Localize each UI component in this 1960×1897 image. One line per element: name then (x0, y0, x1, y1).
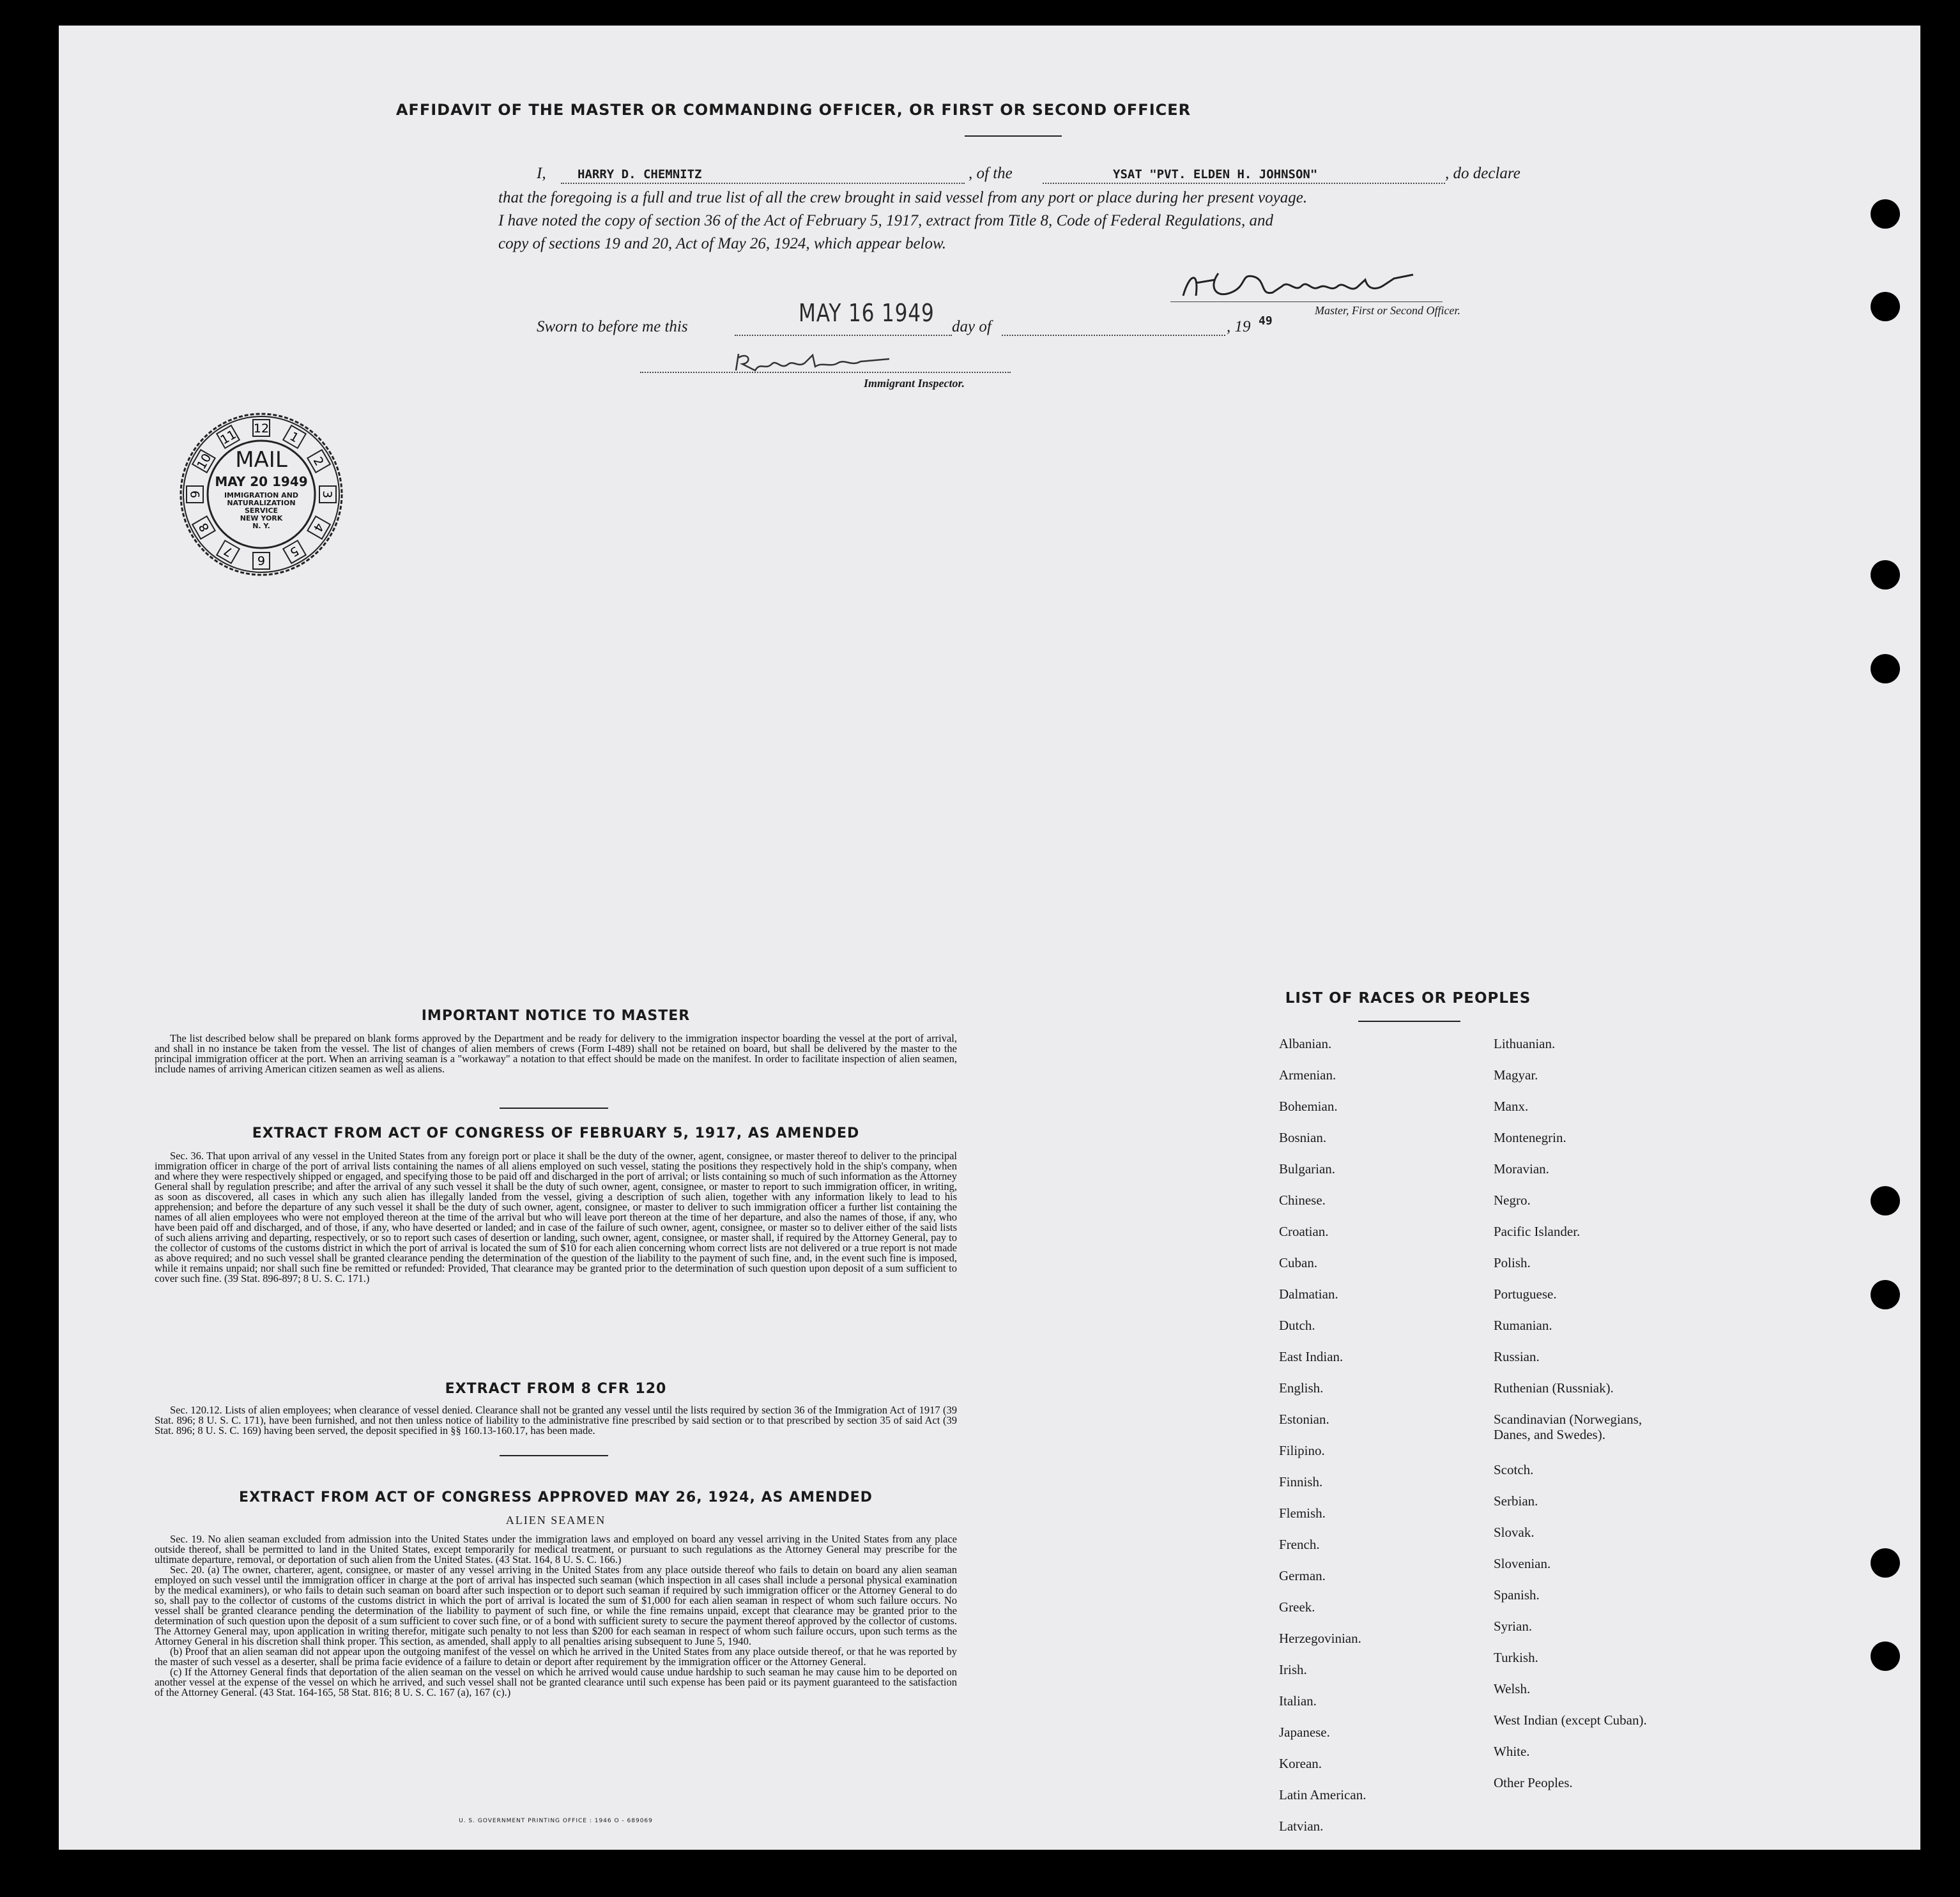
sec-19-text: Sec. 19. No alien seaman excluded from admission into the United States under the immigration laws and employed on board any vessel arriving in the United States from any place outside thereof, shall be permitted to land in the United States, except temporarily for medical treatment, or pursuant to such regulations as the Attorney General may prescribe for the ultimate departure, removal, or deportation of such alien from the United States. (43 Stat. 164, 8 U. S. C. 166.) (155, 1533, 957, 1566)
race-item: Scandinavian (Norwegians, Danes, and Swedes). (1494, 1412, 1642, 1442)
race-item: Scotch. (1494, 1462, 1534, 1477)
printing-office-footer: U. S. GOVERNMENT PRINTING OFFICE : 1946 O - 689069 (459, 1818, 653, 1824)
race-item: Japanese. (1279, 1725, 1330, 1740)
race-item: Russian. (1494, 1349, 1540, 1364)
sec-20b-text: (b) Proof that an alien seaman did not appear upon the outgoing manifest of the vessel on which he arrived in the United States from any place outside thereof, or that he was reported by the master of such vessel as a deserter, shall be prima facie evidence of a failure to detain or deport after requirement by the immigration officer or the Attorney General. (155, 1645, 957, 1668)
race-item: Latvian. (1279, 1818, 1324, 1834)
signature-caption: Master, First or Second Officer. (1315, 304, 1460, 317)
affidavit-title: AFFIDAVIT OF THE MASTER OR COMMANDING OFFICER, OR FIRST OR SECOND OFFICER (395, 101, 1191, 119)
race-item: Polish. (1494, 1255, 1531, 1270)
stamp-line: NEW YORK (240, 514, 283, 522)
race-item: Pacific Islander. (1494, 1224, 1581, 1239)
race-item: Other Peoples. (1494, 1775, 1573, 1790)
stamp-dial-number: 7 (221, 543, 236, 560)
do-declare-label: , do declare (1445, 165, 1520, 182)
race-item: Greek. (1279, 1599, 1315, 1615)
stamp-mail-label: MAIL (235, 447, 287, 473)
race-item: Bohemian. (1279, 1099, 1338, 1114)
race-item: East Indian. (1279, 1349, 1344, 1364)
race-item: Finnish. (1279, 1474, 1323, 1489)
of-the-label: , of the (969, 165, 1013, 182)
race-item: Italian. (1279, 1693, 1317, 1709)
sec-20a-text: Sec. 20. (a) The owner, charterer, agent, consignee, or master of any vessel arriving in the United States from any place outside thereof who fails to detain on board any alien seaman employed on such vessel until the immigration officer in charge at the port of arrival has inspected such seaman (which inspection in all cases shall include a personal physical examination by the medical examiners), or who fails to detain such seaman on board after such inspection or to deport such seaman if required by such immigration officer or the Attorney General to do so, shall pay to the collector of customs of the customs district in which the port of arrival is located the sum of $1,000 for each alien seaman in respect of whom such failure occurs. No vessel shall be granted clearance pending the determination of the liability to payment of such fine, or while the fine remains unpaid, except that clearance may be granted prior to the determination of such question upon the deposit of a sum sufficient to cover such fine, or of a bond with sufficient surety to secure the payment thereof approved by the collector of customs. The Attorney General may, upon application in writing therefor, mitigate such penalty to not less than $200 for each seaman in respect of whom such failure occurs, upon such terms as the Attorney General in his discretion shall think proper. This section, as amended, shall apply to all penalties arising subsequent to June 5, 1940. (155, 1564, 957, 1647)
stamp-dial-number: 10 (194, 451, 215, 472)
declaration-line-2: I have noted the copy of section 36 of the Act of February 5, 1917, extract from Title 8, Code of Federal Regulations, and (498, 212, 1273, 229)
race-item: Manx. (1494, 1099, 1529, 1114)
race-item: Cuban. (1279, 1255, 1318, 1270)
race-item: Syrian. (1494, 1619, 1533, 1634)
race-item: Serbian. (1494, 1493, 1538, 1509)
stamp-date: MAY 20 1949 (215, 474, 308, 489)
race-item: West Indian (except Cuban). (1494, 1712, 1647, 1728)
stamp-line: IMMIGRATION AND (224, 491, 299, 499)
stamp-agency (178, 492, 344, 530)
race-item: Albanian. (1279, 1036, 1332, 1051)
stamp-dial-number: 8 (196, 520, 213, 535)
race-item: French. (1279, 1537, 1320, 1552)
race-item: Armenian. (1279, 1067, 1336, 1083)
declaration-line-3: copy of sections 19 and 20, Act of May 26, 1924, which appear below. (498, 235, 947, 252)
punch-hole (1871, 199, 1900, 229)
stamp-dial-number: 4 (310, 520, 326, 535)
stamp-line: NATURALIZATION (227, 499, 296, 507)
race-item: English. (1279, 1380, 1324, 1396)
notice-text: The list described below shall be prepared on blank forms approved by the Department and be ready for delivery to the immigration inspector boarding the vessel at the port of arrival, and shall in no instance be taken from the vessel. The list of changes of alien members of crews (Form I-489) shall not be retained on board, but shall be delivered by the master to the principal immigration officer at the port. When an arriving seaman is a "workaway" a notation to that effect should be made on the manifest. In order to facilitate inspection of alien seamen, include names of arriving American citizen seamen as well as aliens. (155, 1032, 957, 1075)
stamp-dial-number: 6 (257, 553, 266, 567)
race-item: Slovenian. (1494, 1556, 1551, 1571)
extract-1924-body (155, 1534, 957, 1698)
race-item: Moravian. (1494, 1161, 1549, 1177)
sec-20c-text: (c) If the Attorney General finds that deportation of the alien seaman on the vessel on which he arrived would cause undue hardship to such seaman he may cause him to be deported on another vessel at the expense of the vessel on which he arrived, and such vessel shall not be granted clearance until such expense has been paid or its payment guaranteed to the satisfaction of the Attorney General. (43 Stat. 164-165, 58 Stat. 816; 8 U. S. C. 167 (a), 167 (c).) (155, 1666, 957, 1698)
race-item: Negro. (1494, 1192, 1531, 1208)
punch-hole (1871, 560, 1900, 590)
vessel-name: YSAT "PVT. ELDEN H. JOHNSON" (1113, 167, 1318, 181)
master-name-line (561, 183, 965, 184)
race-item: Portuguese. (1494, 1286, 1557, 1302)
document-page (59, 26, 1920, 1850)
race-item: Dalmatian. (1279, 1286, 1338, 1302)
vessel-name-line (1043, 183, 1445, 184)
race-item: White. (1494, 1744, 1530, 1759)
race-item: Irish. (1279, 1662, 1307, 1677)
race-item: Flemish. (1279, 1505, 1326, 1521)
alien-seamen-subtitle: ALIEN SEAMEN (505, 1514, 606, 1527)
race-item: Lithuanian. (1494, 1036, 1556, 1051)
race-item: Spanish. (1494, 1587, 1540, 1603)
extract-1917-text: Sec. 36. That upon arrival of any vessel in the United States from any foreign port or place it shall be the duty of the owner, agent, consignee, or master thereof to deliver to the principal immigration officer in charge of the port of arrival lists containing the names of all aliens employed on such vessel, stating the positions they respectively hold in the ship's company, when and where they were respectively shipped or engaged, and specifying those to be paid off and discharged in the port of arrival; or lists containing so much of such information as the Attorney General shall by regulation prescribe; and after the arrival of any such vessel it shall be the duty of such owner, agent, consignee, or master to report to such immigration officer, in writing, as soon as discovered, all cases in which any such alien has illegally landed from the vessel, giving a description of such alien, together with any information likely to lead to his apprehension; and before the departure of any such vessel it shall be the duty of such owner, agent, consignee, or master to deliver to such immigration officer a further list containing the names of all alien employees who were not employed thereon at the time of the arrival but who will leave port thereon at the time of her departure, and also the names of those, if any, who have been paid off and discharged, and of those, if any, who have deserted or landed; and in case of the failure of such owner, agent, consignee, or master so to deliver either of the said lists of such aliens arriving and departing, respectively, or so to report such cases of desertion or landing, such owner, agent, consignee, or master shall, if required by the Attorney General, pay to the collector of customs of the customs district in which the port of arrival is located the sum of $10 for each alien concerning whom correct lists are not delivered or a true report is not made as above required; and no such vessel shall be granted clearance pending the determination of the question of the liability to the payment of such fine, and, in the event such fine is imposed, while it remains unpaid; nor shall such fine be remitted or refunded: Provided, That clearance may be granted prior to the determination of such question upon deposit of a sum sufficient to cover such fine. (39 Stat. 896-897; 8 U. S. C. 171.) (155, 1150, 957, 1284)
section-divider (500, 1108, 608, 1109)
master-name: HARRY D. CHEMNITZ (578, 167, 702, 181)
year-suffix: 49 (1259, 314, 1273, 328)
race-item: Latin American. (1279, 1787, 1367, 1802)
stamp-dial-number: 2 (310, 454, 326, 469)
race-item: Ruthenian (Russniak). (1494, 1380, 1614, 1396)
races-divider (1358, 1021, 1460, 1022)
stamp-line: N. Y. (252, 522, 270, 530)
mail-received-stamp (178, 411, 344, 577)
race-item: Bosnian. (1279, 1130, 1327, 1145)
extract-1917-title: EXTRACT FROM ACT OF CONGRESS OF FEBRUARY 5, 1917, AS AMENDED (252, 1125, 860, 1141)
stamp-dial-number: 5 (287, 543, 302, 560)
notice-title: IMPORTANT NOTICE TO MASTER (421, 1008, 691, 1024)
race-item: Estonian. (1279, 1412, 1329, 1427)
extract-cfr-body (155, 1405, 957, 1436)
sworn-date-line (735, 335, 952, 336)
race-item: Rumanian. (1494, 1318, 1552, 1333)
race-item: Chinese. (1279, 1192, 1326, 1208)
stamp-dial-number: 3 (320, 490, 334, 499)
punch-hole (1871, 654, 1900, 683)
punch-hole (1871, 1548, 1900, 1578)
title-divider (965, 135, 1062, 137)
race-item: Croatian. (1279, 1224, 1329, 1239)
race-item: Turkish. (1494, 1650, 1538, 1665)
sworn-date-stamp: MAY 16 1949 (799, 299, 935, 327)
punch-hole (1871, 292, 1900, 321)
stamp-dial-number: 1 (287, 429, 302, 446)
race-item: Bulgarian. (1279, 1161, 1336, 1177)
section-divider (500, 1455, 608, 1456)
stamp-dial-number: 11 (218, 427, 239, 448)
stamp-dial-number: 12 (253, 422, 270, 436)
sworn-label: Sworn to before me this (537, 318, 688, 335)
race-item: Magyar. (1494, 1067, 1538, 1083)
stamp-line: SERVICE (244, 507, 279, 515)
inspector-caption: Immigrant Inspector. (864, 377, 965, 390)
stamp-dial-number: 9 (188, 490, 203, 499)
month-line (1002, 335, 1225, 336)
inspector-line (640, 372, 1011, 373)
day-of-label: day of (952, 318, 991, 335)
race-item: Montenegrin. (1494, 1130, 1566, 1145)
race-item: Welsh. (1494, 1681, 1531, 1696)
i-label: I, (537, 165, 546, 182)
extract-cfr-title: EXTRACT FROM 8 CFR 120 (445, 1381, 667, 1397)
race-item: German. (1279, 1568, 1326, 1583)
signature-line (1170, 301, 1443, 302)
race-item: Slovak. (1494, 1525, 1535, 1540)
punch-hole (1871, 1642, 1900, 1671)
punch-hole (1871, 1280, 1900, 1309)
punch-hole (1871, 1186, 1900, 1215)
extract-cfr-text: Sec. 120.12. Lists of alien employees; when clearance of vessel denied. Clearance shall not be granted any vessel until the lists required by section 36 of the Immigration Act of 1917 (39 Stat. 896; 8 U. S. C. 171), have been furnished, and not then unless notice of liability to the administrative fine prescribed by said section or to that prescribed by section 35 of said Act (39 Stat. 896; 8 U. S. C. 169) having been served, the deposit specified in §§ 160.13-160.17, has been made. (155, 1404, 957, 1436)
extract-1924-title: EXTRACT FROM ACT OF CONGRESS APPROVED MAY 26, 1924, AS AMENDED (239, 1489, 873, 1505)
race-item: Dutch. (1279, 1318, 1315, 1333)
race-item: Herzegovinian. (1279, 1631, 1361, 1646)
year-prefix: , 19 (1227, 318, 1251, 335)
declaration-line-1: that the foregoing is a full and true list of all the crew brought in said vessel from any port or place during her present voyage. (498, 189, 1308, 206)
race-item: Korean. (1279, 1756, 1322, 1771)
race-item: Filipino. (1279, 1443, 1325, 1458)
notice-body (155, 1033, 957, 1074)
races-title: LIST OF RACES OR PEOPLES (1285, 990, 1531, 1007)
extract-1917-body (155, 1151, 957, 1284)
